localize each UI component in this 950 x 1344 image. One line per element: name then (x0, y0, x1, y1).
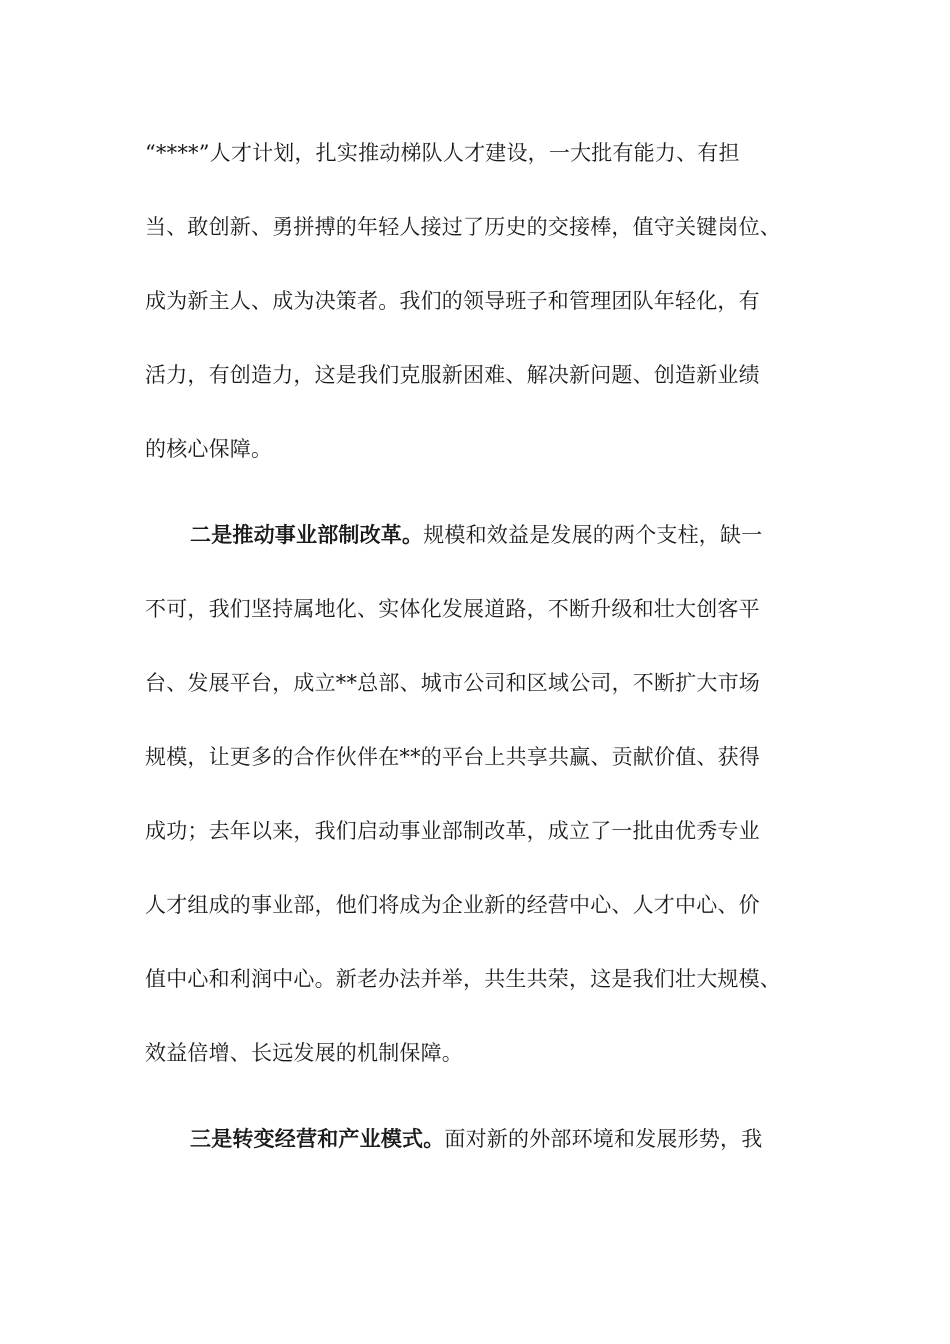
text-line: 规模，让更多的合作伙伴在**的平台上共享共赢、贡献价值、获得 (145, 745, 760, 769)
text-line: 人才组成的事业部，他们将成为企业新的经营中心、人才中心、价 (145, 893, 760, 917)
text-line: 值中心和利润中心。新老办法并举，共生共荣，这是我们壮大规模、 (145, 967, 781, 991)
paragraph-heading: 二是推动事业部制改革。 (190, 522, 424, 547)
text-line: 成为新主人、成为决策者。我们的领导班子和管理团队年轻化，有 (145, 289, 760, 313)
paragraph-heading: 三是转变经营和产业模式。 (190, 1126, 445, 1151)
text-line: 效益倍增、长远发展的机制保障。 (145, 1041, 463, 1065)
text-line: 活力，有创造力，这是我们克服新困难、解决新问题、创造新业绩 (145, 363, 760, 387)
text-run: 规模和效益是发展的两个支柱，缺一 (423, 523, 763, 547)
text-line: 台、发展平台，成立**总部、城市公司和区域公司，不断扩大市场 (145, 671, 760, 695)
text-line: 成功；去年以来，我们启动事业部制改革，成立了一批由优秀专业 (145, 819, 760, 843)
text-run: 面对新的外部环境和发展形势，我 (444, 1127, 763, 1151)
paragraph-first-line (190, 1119, 870, 1159)
text-line: “****”人才计划，扎实推动梯队人才建设，一大批有能力、有担 (145, 141, 740, 165)
text-line: 的核心保障。 (145, 437, 273, 461)
text-line: 当、敢创新、勇拼搏的年轻人接过了历史的交接棒，值守关键岗位、 (145, 215, 781, 239)
text-line: 不可，我们坚持属地化、实体化发展道路，不断升级和壮大创客平 (145, 597, 760, 621)
paragraph-first-line (190, 515, 870, 555)
